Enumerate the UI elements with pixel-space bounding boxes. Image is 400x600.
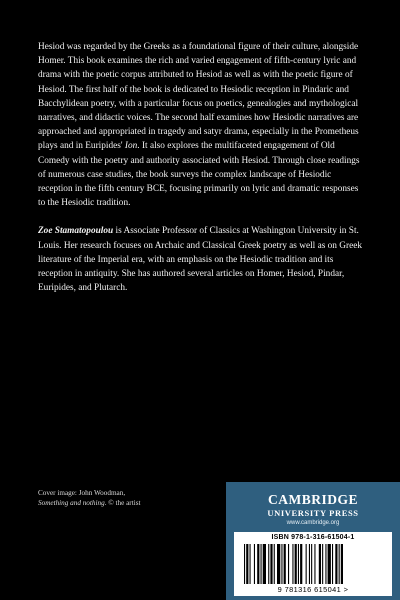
publisher-subtitle: UNIVERSITY PRESS xyxy=(267,508,359,518)
barcode-bar xyxy=(298,544,299,584)
barcode-bar xyxy=(332,544,333,584)
description-italic-title: Ion xyxy=(124,141,138,152)
back-cover-blurb xyxy=(38,40,366,309)
barcode-bar xyxy=(284,544,286,584)
cover-credit-line1: Cover image: John Woodman, xyxy=(38,489,126,497)
barcode-bar xyxy=(268,544,269,584)
cover-image-credit xyxy=(38,488,208,508)
barcode-image xyxy=(244,544,382,584)
barcode-bar xyxy=(246,544,248,584)
barcode-bar xyxy=(257,544,259,584)
barcode-bar xyxy=(263,544,266,584)
description-text-2: . It also explores the multifaceted engagement of Old Comedy with the poetry and authority associated with Hesiod. Through close readings of numerous case studies, the book surveys the complex landscape of Hesiodic reception in the fifth century BCE, focusing primarily on lyric and dramatic responses to the Hesiodic tradition. xyxy=(38,141,360,209)
publisher-box xyxy=(226,482,400,600)
barcode-bar xyxy=(292,544,293,584)
barcode-bar xyxy=(328,544,331,584)
barcode-bar xyxy=(314,544,315,584)
barcode-bar xyxy=(295,544,297,584)
barcode-bar xyxy=(311,544,312,584)
book-description xyxy=(38,40,366,210)
author-bio xyxy=(38,224,366,295)
barcode-bar xyxy=(306,544,307,584)
cover-credit-line2 xyxy=(38,498,208,508)
barcode-bar xyxy=(322,544,323,584)
barcode-bar xyxy=(250,544,251,584)
description-text-1: Hesiod was regarded by the Greeks as a foundational figure of their culture, alongside Homer. This book examines the rich and varied engagement of fifth-century lyric and drama with the poetic corpus attributed to Hesiod as well as with the poetic figure of Hesiod. The first half of the book is dedicated to Hesiodic reception in Pindaric and Bacchylidean poetry, with a particular focus on poetics, genealogies and mythological narratives, and didactic voices. The second half examines how Hesiodic narratives are approached and appropriated in tragedy and satyr drama, especially in the Prometheus plays and in Euripides' xyxy=(38,42,359,152)
barcode-bar xyxy=(335,544,337,584)
barcode-bar xyxy=(341,544,343,584)
barcode-bar xyxy=(261,544,262,584)
barcode-bar xyxy=(277,544,280,584)
barcode-bar xyxy=(270,544,272,584)
barcode-bar xyxy=(300,544,302,584)
barcode-bar xyxy=(339,544,340,584)
barcode-bar xyxy=(274,544,275,584)
barcode-bar xyxy=(288,544,289,584)
publisher-name: CAMBRIDGE xyxy=(267,492,358,507)
barcode-bar xyxy=(319,544,321,584)
barcode-bar xyxy=(281,544,282,584)
artwork-title: Something and nothing xyxy=(38,499,105,507)
cover-credit-rest: . © the artist xyxy=(104,499,141,507)
author-name: Zoe Stamatopoulou xyxy=(38,226,114,237)
barcode-bar xyxy=(325,544,326,584)
barcode-bar xyxy=(309,544,310,584)
barcode-area xyxy=(234,532,392,596)
author-bio-text: is Associate Professor of Classics at Washington University in St. Louis. Her research focuses on Archaic and Classical Greek poetry as well as on Greek literature of the Imperial era, with an emphasis on the Hesiodic tradition and its reception in antiquity. She has authored several articles on Homer, Hesiod, Pindar, Euripides, and Plutarch. xyxy=(38,226,362,294)
barcode-digits: 9 781316 615041 > xyxy=(277,585,349,594)
barcode-bar xyxy=(244,544,245,584)
barcode-bar xyxy=(254,544,255,584)
isbn-label: ISBN 978-1-316-61504-1 xyxy=(271,534,355,541)
publisher-url: www.cambridge.org xyxy=(286,520,340,526)
